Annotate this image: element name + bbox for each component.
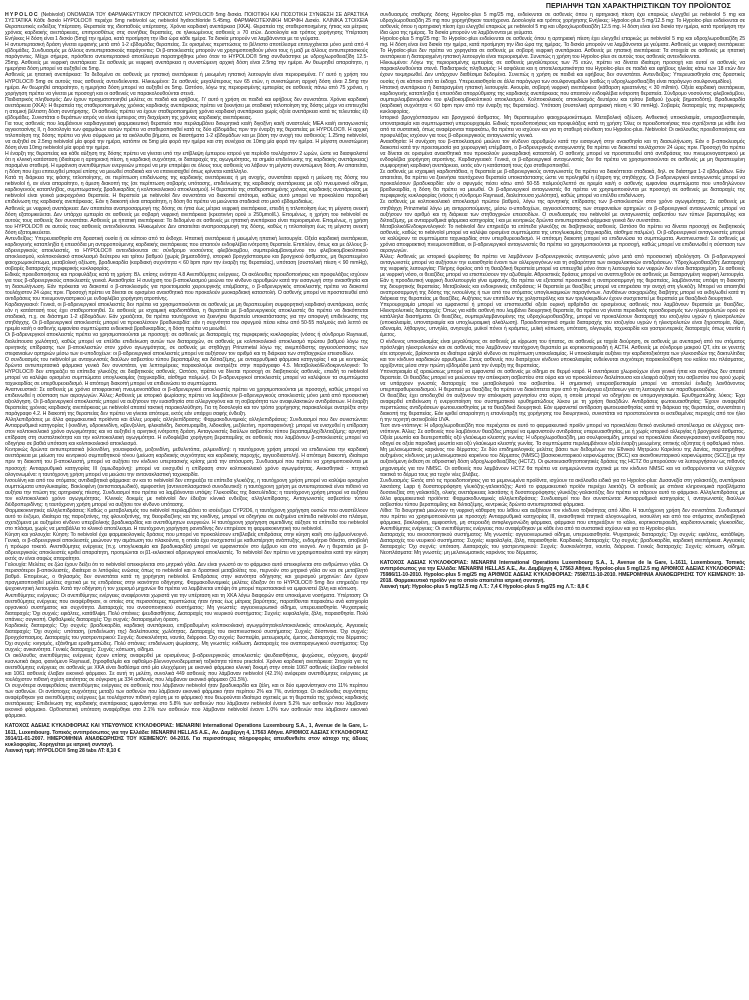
brand-name: HYPOLOC [5,12,39,18]
right-body-text: Ο κίνδυνος υποκαλιαιμίας είναι μεγαλύτερος σε ασθενείς με κίρρωση του ήπατος, σε ασθενείς με ταχεία διούρηση, σε ασθενείς με ανεπαρκή από του στόματος πρόσληψη ηλεκτρολυτών και σε ασθενείς που λαμβάνουν ταυτόχρονη θεραπεία με κορτικοστεροειδή ή ACTH. Ασθενείς με σύνδρομο μακρού QT, είτε εκ γενετής είτε ιατρογενές, βρίσκονται σε ιδιαίτερα υψηλό κίνδυνο σε περίπτωση υποκαλιαιμίας. Η υποκαλιαιμία αυξάνει την καρδιοτοξικότητα των γλυκοσιδών της δακτυλίτιδας και τον κίνδυνο καρδιακών αρρυθμιών. Στους ασθενείς που διατρέχουν κίνδυνο υποκαλιαιμίας ενδείκνυται συχνότερη παρακολούθηση του καλίου του πλάσματος, αρχίζοντας μέσα στην πρώτη εβδομάδα μετά την έναρξη της θεραπείας. [380,338,745,369]
left-column [5,12,368,992]
right-license-holder: ΚΑΤΟΧΟΣ ΑΔΕΙΑΣ ΚΥΚΛΟΦΟΡΙΑΣ: MENARINI International Operations Luxembourg S.A., 1, Avenue de la Gare, L-1611, Luxembourg. Τοπικός αντιπρόσωπος για την Ελλάδα: MENARINI HELLAS A.E., Αν. Δαμβέργη 4, 17563 Αθήνα. Hypoloc-plus 5 mg/12.5 mg ΑΡΙΘΜΟΣ ΑΔΕΙΑΣ ΚΥΚΛΟΦΟΡΙΑΣ: 75986/11-10-2010. Hypoloc-plus 5 mg/25 mg ΑΡΙΘΜΟΣ ΑΔΕΙΑΣ ΚΥΚΛΟΦΟΡΙΑΣ: 75987/11-10-2010. ΗΜΕΡΟΜΗΝΙΑ ΑΝΑΘΕΩΡΗΣΗΣ ΤΟΥ ΚΕΙΜΕΝΟΥ: 10-2018. Φαρμακευτικό προϊόν για το οποίο απαιτείται ιατρική συνταγή. [380,560,745,585]
left-intro-text: (Nebivolol) ΟΝΟΜΑΣΙΑ ΤΟΥ ΦΑΡΜΑΚΕΥΤΙΚΟΥ ΠΡΟΪΟΝΤΟΣ HYPOLOC® 5mg δισκία. ΠΟΙΟΤΙΚΗ ΚΑΙ ΠΟΣΟΤΙΚΗ ΣΥΝΘΕΣΗ ΣΕ ΔΡΑΣΤΙΚΑ ΣΥΣΤΑΤΙΚΑ Κάθε δισκίο HYPOLOC® περιέχει 5mg nebivolol ως nebivolol hydrochloride 5.45mg. ΦΑΡΜΑΚΟΤΕΧΝΙΚΗ ΜΟΡΦΗ Δισκίο. ΚΛΙΝΙΚΑ ΣΤΟΙΧΕΙΑ Θεραπευτικές ενδείξεις Υπέρταση. Θεραπεία της ιδιοπαθούς υπέρτασης. Χρόνια καρδιακή ανεπάρκεια (ΧΚΑ). Θεραπεία της σταθεροποιημένης ήπιας και μέτριας χρόνιας καρδιακής ανεπάρκειας, επιπροσθέτως στις συνήθεις θεραπείες, σε ηλικιωμένους ασθενείς ≥ 70 ετών. Δοσολογία και τρόπος χορήγησης Υπέρταση Ενήλικες Η δόση είναι 1 δισκίο (5mg) την ημέρα, κατά προτίμηση την ίδια ώρα κάθε ημέρα. Τα δισκία μπορούν να λαμβάνονται με τα γεύματα. [5,12,368,43]
right-body-text: Διαταραχές του ανοσοποιητικού συστήματος: Μη γνωστές: αγγειονευρωτικό οίδημα, υπερευαισθησία. Ψυχιατρικές διαταραχές: Όχι συχνές: εφιάλτες, κατάθλιψη. Διαταραχές του νευρικού συστήματος: Συχνές: κεφαλαλγία, ζάλη, παραισθησία. Καρδιακές διαταραχές: Όχι συχνές: βραδυκαρδία, καρδιακή ανεπάρκεια. Αγγειακές διαταραχές: Όχι συχνές: υπόταση. Διαταραχές του γαστρεντερικού: Συχνές: δυσκοιλιότητα, ναυτία, διάρροια. Γενικές διαταραχές: Συχνές: κόπωση, οίδημα. Νεοπλάσματα: Μη γνωστές: μη μελανωματικός καρκίνος του δέρματος. [380,532,745,557]
right-body-text: Σε ασθενείς με κολποκοιλιακό αποκλεισμό πρώτου βαθμού, λόγω της αρνητικής επίδρασης των β-αποκλειστών στον χρόνο αγωγιμότητας. Σε ασθενείς με στηθάγχη Prinzmetal λόγω μη αντιρροπούμενης, μέσω α-υποδοχέων, αγγειοσύσπασης των στεφανιαίων αρτηριών: οι β-αδρενεργικοί ανταγωνιστές μπορεί να αυξήσουν τον αριθμό και τη διάρκεια των στηθαγχικών επεισοδίων. Ο συνδυασμός του nebivolol με ανταγωνιστές ασβεστίου των τύπων βεραπαμίλης και διλτιαζέμης, με αντιαρρυθμικά φάρμακα κατηγορίας Ι και με κεντρικώς δρώντα αντιυπερτασικά φάρμακα γενικά δεν συνιστάται. [380,199,745,224]
right-body-text: Μη μελανωματικός καρκίνος του δέρματος: Σε δύο επιδημιολογικές μελέτες βάσει των δεδομένων του Εθνικού Μητρώου Καρκίνου της Δανίας, παρατηρήθηκε αυξημένος κίνδυνος μη μελανωματικού καρκίνου του δέρματος (NMSC) [βασικοκυτταρικού καρκινώματος (BCC) και ακανθοκυτταρικού καρκινώματος (SCC)] με την αυξανόμενη έκθεση σε αθροιστική δόση υδροχλωροθειαζίδης (HCTZ). Οι φωτοευαισθητοποιητικές δράσεις της HCTZ θα μπορούσαν να λειτουργήσουν ως πιθανός μηχανισμός για τον NMSC. Οι ασθενείς που λαμβάνουν HCTZ θα πρέπει να ενημερώνονται σχετικά με τον κίνδυνο NMSC και να ενθαρρύνονται να ελέγχουν τακτικά το δέρμα τους για τυχόν νέες βλάβες. [380,447,745,478]
left-body-text: Η αντιυπερτασική δράση γίνεται εμφανής μετά από 1-2 εβδομάδες θεραπείας. Σε ορισμένες περιπτώσεις το βέλτιστο αποτέλεσμα επιτυγχάνεται μόνο μετά από 4 εβδομάδες. Συνδυασμός με άλλους αντιυπερτασικούς παράγοντες: Οι β-αποκλειστές μπορούν να χρησιμοποιηθούν μόνοι τους ή μαζί με άλλους αντιυπερτασικούς παράγοντες. Μέχρι σήμερα, πρόσθετο αντιυπερτασικό αποτέλεσμα παρατηρήθηκε μόνο όταν το HYPOLOC® 5mg συνδυάστηκε με υδροχλωροθειαζίδη 12.5-25mg. Ασθενείς με νεφρική ανεπάρκεια: Σε ασθενείς με νεφρική ανεπάρκεια η συνιστώμενη αρχική δόση είναι 2.5mg την ημέρα. Αν θεωρηθεί απαραίτητο, η ημερήσια δόση μπορεί να αυξηθεί σε 5mg. [5,42,368,73]
left-body-text: Οι β-αδρενεργικοί αποκλειστές πρέπει να χρησιμοποιούνται με προσοχή: σε ασθενείς με διαταραχές της περιφερικής κυκλοφορίας (νόσος ή σύνδρομο Raynaud, διαλείπουσα χωλότητα), καθώς μπορεί να επέλθει επιδείνωση αυτών των διαταραχών, σε ασθενείς με κολποκοιλιακό αποκλεισμό πρώτου βαθμού λόγω της αρνητικής επίδρασης των β-αποκλειστών στον χρόνο αγωγιμότητας, σε ασθενείς με στηθάγχη Prinzmetal λόγω της ανεμπόδιστης αγγειοσύσπασης των στεφανιαίων αρτηριών μέσω των α-υποδοχέων: οι β-αδρενεργικοί αποκλειστές μπορεί να αυξήσουν τον αριθμό και τη διάρκεια των στηθαγχικών επεισοδίων. [5,332,368,357]
right-column [380,12,745,992]
left-license-holder: ΚΑΤΟΧΟΣ ΑΔΕΙΑΣ ΚΥΚΛΟΦΟΡΙΑΣ ΚΑΙ ΥΠΕΥΘΥΝΟΣ ΚΥΚΛΟΦΟΡΙΑΣ: MENARINI International Operations Luxembourg S.A., 1, Avenue de la Gare, L-1611, Luxembourg. Τοπικός αντιπρόσωπος για την Ελλάδα: MENARINI HELLAS A.E., Αν. Δαμβέργη 4, 17563 Αθήνα. ΑΡΙΘΜΟΣ ΑΔΕΙΑΣ ΚΥΚΛΟΦΟΡΙΑΣ 3914/11-01-2007. ΗΜΕΡΟΜΗΝΙΑ ΑΝΑΘΕΩΡΗΣΗΣ ΤΟΥ ΚΕΙΜΕΝΟΥ: 04-2016. Για περισσότερες πληροφορίες απευθυνθείτε στον κάτοχο της άδειας κυκλοφορίας. Χορηγείται με ιατρική συνταγή. [5,723,368,748]
right-body-text: Υπερουριχαιμία μπορεί να εμφανιστεί ή μπορεί να επισπευσθεί οξεία ουρική αρθρίτιδα σε ορισμένους ασθενείς που λαμβάνουν θεραπεία με θειαζίδες. Ηλεκτρολυτικές διαταραχές: Όπως για κάθε ασθενή που λαμβάνει διουρητική θεραπεία, θα πρέπει να γίνεται περιοδικός προσδιορισμός των ηλεκτρολυτών ορού σε κατάλληλα διαστήματα. Οι θειαζίδες, συμπεριλαμβανομένης της υδροχλωροθειαζίδης, μπορεί να προκαλέσουν διαταραχή του ισοζυγίου υγρών ή ηλεκτρολυτών (υποκαλιαιμία, υπονατριαιμία και υποχλωραιμική αλκάλωση). Προειδοποιητικά σημεία διαταραχής του ισοζυγίου υγρών ή ηλεκτρολυτών είναι ξηροστομία, δίψα, αδυναμία, λήθαργος, υπνηλία, ανησυχία, μυϊκοί πόνοι ή κράμπες, μυϊκή κόπωση, υπόταση, ολιγουρία, ταχυκαρδία και γαστρεντερικές διαταραχές όπως ναυτία ή έμετος. [380,302,745,339]
left-body-text: Κεντρικώς δρώντα αντιυπερτασικά (κλονιδίνη, γουανφακίνη, μοξονιδίνη, μεθυλντόπα, ριλμενιδίνη): η ταυτόχρονη χρήση μπορεί να επιδεινώσει την καρδιακή ανεπάρκεια με μείωση του κεντρικού συμπαθητικού τόνου (μείωση καρδιακής συχνότητας και καρδιακής παροχής, αγγειοδιαστολή). Η απότομη διακοπή, ιδιαίτερα πριν τη διακοπή του β-αποκλειστή, μπορεί να αυξήσει τον κίνδυνο υπερτασικής κρίσης μετά την απόσυρση. Συνδυασμοί που πρέπει να χρησιμοποιούνται με προσοχή: Αντιαρρυθμικά κατηγορίας ΙΙΙ (αμιωδαρόνη): μπορεί να ενισχυθεί η επίδραση στον κολποκοιλιακό χρόνο αγωγιμότητας. Αναισθητικά - πτητικά αλογονωμένα: η ταυτόχρονη χρήση μπορεί να μειώσει την αντανακλαστική ταχυκαρδία. [5,447,368,478]
left-body-text: Ασθενείς με νεφρική ανεπάρκεια: Δεν απαιτείται αναπροσαρμογή της δόσης σε ήπια έως μέτρια νεφρική ανεπάρκεια, επειδή η τιτλοποίηση έως τη μέγιστη ανεκτή δόση εξατομικεύεται. Δεν υπάρχει εμπειρία σε ασθενείς με σοβαρή νεφρική ανεπάρκεια (κρεατινίνη ορού ≥ 250μmol/L). Επομένως, η χρήση του nebivolol σε αυτούς τους ασθενείς δεν συνιστάται. Ασθενείς με ηπατική ανεπάρκεια: Τα δεδομένα σε ασθενείς με ηπατική ανεπάρκεια είναι περιορισμένα. Επομένως, η χρήση του HYPOLOC® σε αυτούς τους ασθενείς αντενδείκνυται. Ηλικιωμένοι: Δεν απαιτείται αναπροσαρμογή της δόσης, καθώς η τιτλοποίηση έως τη μέγιστη ανεκτή δόση εξατομικεύεται. [5,205,368,236]
left-body-text: Ειδικές προειδοποιήσεις και προφυλάξεις κατά τη χρήση: Βλ. επίσης ενότητα 4.8 Ανεπιθύμητες ενέργειες. Οι ακόλουθες προειδοποιήσεις και προφυλάξεις ισχύουν για τους β-αδρενεργικούς αποκλειστές γενικά. Αναισθησία: Η συνέχιση του β-αποκλεισμού μειώνει τον κίνδυνο αρρυθμιών κατά την εισαγωγή στην αναισθησία και τη διασωλήνωση. Εάν πρόκειται να διακοπεί ο β-αποκλεισμός για προετοιμασία χειρουργικής επέμβασης, ο β-αδρενεργικός αποκλειστής πρέπει να διακοπεί τουλάχιστον 24 ώρες πριν. Προσοχή πρέπει να δίνεται σε ορισμένα αναισθητικά που προκαλούν μυοκαρδιακή καταστολή. Ο ασθενής μπορεί να προστατευθεί από αντιδράσεις του πνευμονογαστρικού με ενδοφλέβια χορήγηση ατροπίνης. [5,272,368,303]
right-body-text: Αναισθησία: Η συνέχιση του β-αποκλεισμού μειώνει τον κίνδυνο αρρυθμιών κατά την εισαγωγή στην αναισθησία και τη διασωλήνωση. Εάν ο β-αποκλεισμός διακοπεί κατά την προετοιμασία για χειρουργική επέμβαση, ο β-αδρενεργικός ανταγωνιστής θα πρέπει να διακοπεί τουλάχιστον 24 ώρες πριν. Προσοχή θα πρέπει να δίνεται σε ορισμένα αναισθητικά που προκαλούν μυοκαρδιακή καταστολή. Ο ασθενής μπορεί να προστατευθεί από αντιδράσεις του πνευμονογαστρικού με ενδοφλέβια χορήγηση ατροπίνης. Καρδιαγγειακό: Γενικά, οι β-αδρενεργικοί ανταγωνιστές δεν θα πρέπει να χρησιμοποιούνται σε ασθενείς με μη θεραπευμένη συμφορητική καρδιακή ανεπάρκεια, εκτός εάν η κατάστασή τους έχει σταθεροποιηθεί. [380,138,745,170]
left-body-text: Οι ακόλουθες ανεπιθύμητες ενέργειες έχουν επίσης αναφερθεί με ορισμένους β-αδρενεργικούς αποκλειστές: ψευδαισθήσεις, ψυχώσεις, σύγχυση, ψυχρά/κυανωτικά άκρα, φαινόμενο Raynaud, ξηροφθαλμία και οφθαλμο-βλεννογονοδερματική τοξικότητα τύπου practolol. Χρόνια καρδιακή ανεπάρκεια: Στοιχεία για τις ανεπιθύμητες ενέργειες σε ασθενείς με ΧΚΑ είναι διαθέσιμα από μία ελεγχόμενη με εικονικό φάρμακο κλινική δοκιμή στην οποία 1067 ασθενείς έλαβαν nebivolol και 1061 ασθενείς έλαβαν εικονικό φάρμακο. Σε αυτή τη μελέτη, συνολικά 449 ασθενείς που λάμβαναν nebivolol (42.1%) ανέφεραν ανεπιθύμητες ενέργειες με τουλάχιστον πιθανή σχέση αιτιότητας σε σύγκριση με 334 ασθενείς που λάμβαναν εικονικό φάρμακο (31.5%). [5,652,368,684]
left-body-text: Ο συνδυασμός του nebivolol με ανταγωνιστές διαύλων ασβεστίου τύπου βεραπαμίλης και διλτιαζέμης, με αντιαρρυθμικά φάρμακα κατηγορίας Ι και με κεντρικώς δρώντα αντιυπερτασικά φάρμακα γενικά δεν συνιστάται, για λεπτομέρειες παρακαλούμε ανατρέξτε στην παράγραφο 4.5. Μεταβολικό/Ενδοκρινολογικό: Το HYPOLOC® δεν επηρεάζει τα επίπεδα γλυκόζης σε διαβητικούς ασθενείς. Ωστόσο, πρέπει να δίνεται προσοχή σε διαβητικούς ασθενείς, επειδή το nebivolol μπορεί να καλύψει ορισμένα συμπτώματα υπογλυκαιμίας (ταχυκαρδία, αίσθημα παλμών). Οι β-αδρενεργικοί αποκλειστές μπορεί να καλύψουν τα συμπτώματα ταχυκαρδίας σε υπερθυρεοειδισμό. Η απότομη διακοπή μπορεί να επιδεινώσει τα συμπτώματα. [5,356,368,387]
left-retail-price: Λιανική τιμή: HYPOLOC® 5mg 28 tabs ΛΤ: 8,10 € [5,747,121,754]
right-body-text: Μεταβολικό/Ενδοκρινολογικό: Το nebivolol δεν επηρεάζει τα επίπεδα γλυκόζης σε διαβητικούς ασθενείς. Ωστόσο θα πρέπει να δίνεται προσοχή σε διαβητικούς ασθενείς, καθώς το nebivolol μπορεί να καλύψει ορισμένα συμπτώματα της υπογλυκαιμίας (ταχυκαρδία, αίσθημα παλμών). Οι β-αδρενεργικοί ανταγωνιστές μπορεί να καλύψουν τα συμπτώματα ταχυκαρδίας στον υπερθυρεοειδισμό. Η απότομη διακοπή μπορεί να επιδεινώσει τα συμπτώματα. Αναπνευστικό: Σε ασθενείς με χρόνια αποφρακτική πνευμονοπάθεια, οι β-αδρενεργικοί ανταγωνιστές θα πρέπει να χρησιμοποιούνται με προσοχή, καθώς μπορεί να επιδεινωθεί η σύσπαση των αεραγωγών. [380,223,745,254]
right-body-text: Οι θειαζίδες έχει αποδειχθεί ότι αυξάνουν την απέκκριση μαγνησίου στα ούρα, η οποία μπορεί να οδηγήσει σε υπομαγνησιαιμία. Ερυθηματώδης λύκος: Έχει αναφερθεί επιδείνωση ή ενεργοποίηση του συστηματικού ερυθηματώδους λύκου με τη χρήση θειαζιδών. Αντιδράσεις φωτοευαισθησίας: Έχουν αναφερθεί περιπτώσεις αντιδράσεων φωτοευαισθησίας με τα θειαζιδικά διουρητικά. Εάν εμφανιστεί αντίδραση φωτοευαισθησίας κατά τη διάρκεια της θεραπείας, συνιστάται η διακοπή της θεραπείας. Εάν κριθεί απαραίτητη η επανέναρξη της χορήγησης του διουρητικού, συνιστάται να προστατεύονται οι εκτεθειμένες περιοχές από τον ήλιο ή την τεχνητή ακτινοβολία UVA. [380,392,745,424]
right-body-text: Συνδυασμός: Εκτός από τις προειδοποιήσεις για τα μεμονωμένα προϊόντα, ισχύουν τα ακόλουθα ειδικά για το Hypoloc-plus: Δυσανεξία στη γαλακτόζη, ανεπάρκεια λακτάσης Lapp ή δυσαπορρόφηση γλυκόζης-γαλακτόζης: Αυτό το φαρμακευτικό προϊόν περιέχει λακτόζη. Οι ασθενείς με σπάνια κληρονομικά προβλήματα δυσανεξίας στη γαλακτόζη, ολικής ανεπάρκειας λακτάσης ή δυσαπορρόφησης γλυκόζης-γαλακτόζης δεν πρέπει να πάρουν αυτό το φάρμακο. Αλληλεπιδράσεις με άλλα φαρμακευτικά προϊόντα: Φαρμακοδυναμικές αλληλεπιδράσεις: Συνδυασμοί που δεν συνιστώνται: Αντιαρρυθμικά κατηγορίας Ι, ανταγωνιστές διαύλων ασβεστίου τύπου βεραπαμίλης και διλτιαζέμης, κεντρικώς δρώντα αντιυπερτασικά φάρμακα. [380,477,745,508]
left-body-text: Αλληλεπιδράσεις με άλλα φαρμακευτικά προϊόντα και άλλες μορφές αλληλεπίδρασης: Φαρμακοδυναμικές αλληλεπιδράσεις: Συνδυασμοί που δεν συνιστώνται: Αντιαρρυθμικά κατηγορίας Ι (κινιδίνη, υδροκινιδίνη, κιβενζολίνη, φλεκαϊνίδη, δισοπυραμίδη, λιδοκαΐνη, μεξιλετίνη, προπαφαινόνη): μπορεί να ενισχυθεί η επίδραση στον κολποκοιλιακό χρόνο αγωγιμότητας και να αυξηθεί η αρνητική ινότροπη δράση. Ανταγωνιστές διαύλων ασβεστίου τύπου βεραπαμίλης/διλτιαζέμης: αρνητική επίδραση στη συσταλτικότητα και την κολποκοιλιακή αγωγιμότητα. Η ενδοφλέβια χορήγηση βεραπαμίλης σε ασθενείς που λαμβάνουν β-αποκλειστές μπορεί να οδηγήσει σε βαθιά υπόταση και κολποκοιλιακό αποκλεισμό. [5,417,368,448]
left-body-text: Ινσουλίνη και από του στόματος αντιδιαβητικά φάρμακα: αν και το nebivolol δεν επηρεάζει τα επίπεδα γλυκόζης, η ταυτόχρονη χρήση μπορεί να καλύψει ορισμένα συμπτώματα υπογλυκαιμίας. Βακλοφένη (αντισπασμωδικό), αμιφοστίνη (αντινεοπλασματικό συνοδευτικό): η ταυτόχρονη χρήση με αντιυπερτασικά είναι πιθανό να αυξήσει την πτώση της αρτηριακής πίεσης. Συνδυασμοί που πρέπει να λαμβάνονται υπόψη: Γλυκοσίδες της δακτυλίτιδας: η ταυτόχρονη χρήση μπορεί να αυξήσει τον κολποκοιλιακό χρόνο αγωγιμότητας. Κλινικές δοκιμές με nebivolol δεν έδειξαν κλινικά ενδείξεις αλληλεπίδρασης. Ανταγωνιστές ασβεστίου τύπου διϋδροπυριδίνης: η ταυτόχρονη χρήση μπορεί να αυξήσει τον κίνδυνο υπότασης. [5,477,368,508]
right-body-text: Εάν η προοδευτική νεφρική δυσλειτουργία γίνει εμφανής, θα πρέπει να εξεταστεί προσεκτικά η αναπροσαρμογή της θεραπείας, λαμβάνοντας υπόψη τη διακοπή της διουρητικής θεραπείας. Μεταβολικές και ενδοκρινικές επιδράσεις: Η θεραπεία με θειαζίδες μπορεί να επηρεάσει την ανοχή στη γλυκόζη. Μπορεί να απαιτηθεί αναπροσαρμογή της δόσης της ινσουλίνης ή των από του στόματος υπογλυκαιμικών παραγόντων. Λανθάνων σακχαρώδης διαβήτης μπορεί να εκδηλωθεί κατά τη διάρκεια της θεραπείας με θειαζίδες. Αυξήσεις των επιπέδων της χοληστερόλης και των τριγλυκεριδίων έχουν συσχετιστεί με θεραπεία με θειαζιδικά διουρητικά. [380,278,745,303]
left-body-text: Αναπνευστικό: Σε ασθενείς με χρόνια αποφρακτική πνευμονοπάθεια οι β-αδρενεργικοί αποκλειστές πρέπει να χρησιμοποιούνται με προσοχή, καθώς μπορεί να επιδεινωθεί η σύσπαση των αεραγωγών. Άλλες: Ασθενείς με ιστορικό ψωρίασης πρέπει να λαμβάνουν β-αδρενεργικούς αποκλειστές μόνο μετά από προσεκτική αξιολόγηση. Οι β-αδρενεργικοί αποκλειστές μπορεί να αυξήσουν την ευαισθησία στα αλλεργιογόνα και τη σοβαρότητα των αναφυλακτικών αντιδράσεων. Η έναρξη θεραπείας χρόνιας καρδιακής ανεπάρκειας με nebivolol απαιτεί τακτική παρακολούθηση. Για τη δοσολογία και τον τρόπο χορήγησης παρακαλούμε ανατρέξτε στην παράγραφο 4.2. Η διακοπή της θεραπείας δεν πρέπει να γίνεται απότομα, εκτός εάν υπάρχει σαφής ένδειξη. [5,386,368,418]
left-body-text: Φαρμακοκινητικές αλληλεπιδράσεις: Καθώς ο μεταβολισμός του nebivolol περιλαμβάνει το ισοένζυμο CYP2D6, η ταυτόχρονη χορήγηση ουσιών που αναστέλλουν αυτό το ένζυμο, ιδιαίτερα της παροξετίνης, της φλουοξετίνης, της θειοριδαζίνης και της κινιδίνης, μπορεί να οδηγήσει σε αυξημένα επίπεδα nebivolol στο πλάσμα, σχετιζόμενα με αυξημένο κίνδυνο υπερβολικής βραδυκαρδίας και ανεπιθύμητων ενεργειών. Η ταυτόχρονη χορήγηση σιμετιδίνης αύξησε τα επίπεδα του nebivolol στο πλάσμα, χωρίς να μεταβάλλει το κλινικό αποτέλεσμα. Η ταυτόχρονη χορήγηση ρανιτιδίνης δεν επηρέασε τη φαρμακοκινητική του nebivolol. [5,507,368,532]
right-body-text: Υπονατριαιμία εξ αραιώσεως μπορεί να εμφανιστεί σε ασθενείς με οίδημα σε θερμό καιρό. Η ανεπάρκεια χλωριούχων είναι γενικά ήπια και συνήθως δεν απαιτεί θεραπεία. Οι θειαζίδες μπορεί να μειώσουν την απέκκριση ασβεστίου στα ούρα και να προκαλέσουν διαλείπουσα και ελαφρά αύξηση του ασβεστίου του ορού χωρίς να υπάρχουν γνωστές διαταραχές του μεταβολισμού του ασβεστίου. Η σημαντική υπερασβεστιαιμία μπορεί να αποτελεί ένδειξη λανθάνοντος υπερπαραθυρεοειδισμού. Η θεραπεία με θειαζίδες θα πρέπει να διακόπτεται πριν από τη διενέργεια εξετάσεων για τη λειτουργία των παραθυρεοειδών. [380,368,745,393]
left-body-text: Οι συχνότερα αναφερθείσες ανεπιθύμητες ενέργειες σε ασθενείς που λάμβαναν nebivolol ήταν βραδυκαρδία και ζάλη, και οι δύο εμφανίστηκαν στο 11% περίπου των ασθενών. Οι αντίστοιχες συχνότητες μεταξύ των ασθενών που λάμβαναν εικονικό φάρμακο ήταν περίπου 2% και 7%, αντίστοιχα. Οι ακόλουθες συχνότητες αναφέρθηκαν για ανεπιθύμητες ενέργειες (με τουλάχιστον πιθανή σχέση με το φάρμακο) που θεωρούνται ιδιαίτερα σχετικές με τη θεραπεία της χρόνιας καρδιακής ανεπάρκειας: Επιδείνωση της καρδιακής ανεπάρκειας εμφανίστηκε στο 5.8% των ασθενών που λάμβαναν nebivolol έναντι 5.2% των ασθενών που λάμβαναν εικονικό φάρμακο. Ορθοστατική υπόταση αναφέρθηκε στο 2.1% των ασθενών που λάμβαναν nebivolol έναντι 1.0% των ασθενών που λάμβαναν εικονικό φάρμακο. [5,683,368,720]
left-intro-paragraph [5,12,368,42]
right-body-text: Άλλες: Ασθενείς με ιστορικό ψωρίασης θα πρέπει να λαμβάνουν β-αδρενεργικούς ανταγωνιστές μόνο μετά από προσεκτική αξιολόγηση. Οι β-αδρενεργικοί ανταγωνιστές μπορεί να αυξήσουν την ευαισθησία έναντι των αλλεργιογόνων και τη σοβαρότητα των αναφυλακτικών αντιδράσεων. Υδροχλωροθειαζίδη: Διαταραχή της νεφρικής λειτουργίας: Πλήρης όφελος από τη θειαζιδική θεραπεία μπορεί να επιτευχθεί μόνο όταν η λειτουργία των νεφρών δεν είναι διαταραγμένη. Σε ασθενείς με νεφρική νόσο, οι θειαζίδες μπορεί να επισπεύσουν την αζωθαιμία. Αθροιστικές δράσεις μπορεί να αναπτυχθούν σε ασθενείς με διαταραγμένη νεφρική λειτουργία. [380,253,745,279]
left-body-text: Η έναρξη της θεραπείας και κάθε αύξηση της δόσης πρέπει να γίνεται υπό την επίβλεψη έμπειρου ιατρού για περίοδο τουλάχιστον 2 ωρών, ώστε να διασφαλιστεί ότι η κλινική κατάσταση (ιδιαίτερα η αρτηριακή πίεση, η καρδιακή συχνότητα, οι διαταραχές της αγωγιμότητας, τα σημεία επιδείνωσης της καρδιακής ανεπάρκειας) παραμένει σταθερή. Η εμφάνιση ανεπιθύμητων ενεργειών μπορεί να μην επιτρέψει σε όλους τους ασθενείς να λάβουν τη μέγιστη συνιστώμενη δόση. Αν απαιτείται, η δόση που έχει επιτευχθεί μπορεί επίσης να μειωθεί σταδιακά και να επανεισαχθεί όπως κρίνεται κατάλληλο. [5,151,368,176]
left-body-text: Καρδιαγγειακό: Γενικά, οι β-αδρενεργικοί αποκλειστές δεν πρέπει να χρησιμοποιούνται σε ασθενείς με μη θεραπευμένη συμφορητική καρδιακή ανεπάρκεια, εκτός εάν η κατάστασή τους έχει σταθεροποιηθεί. Σε ασθενείς με ισχαιμική καρδιοπάθεια, η θεραπεία με β-αδρενεργικούς αποκλειστές θα πρέπει να διακόπτεται σταδιακά, π.χ. σε διάστημα 1-2 εβδομάδων. Εάν χρειάζεται, θα πρέπει ταυτόχρονα να ξεκινήσει θεραπεία υποκατάστασης για την αποφυγή επιδείνωσης της στηθάγχης. Οι β-αδρενεργικοί αποκλειστές μπορεί να προκαλέσουν βραδυκαρδία: εάν η συχνότητα του σφυγμού πέσει κάτω από 50-55 παλμούς ανά λεπτό σε ηρεμία και/ή ο ασθενής εμφανίσει συμπτώματα ενδεικτικά βραδυκαρδίας, η δόση πρέπει να μειωθεί. [5,302,368,333]
right-body-text: Τεστ αντι-ντόπινγκ: Η υδροχλωροθειαζίδη που περιέχεται σε αυτό το φαρμακευτικό προϊόν μπορεί να προκαλέσει θετικό αναλυτικό αποτέλεσμα σε ελέγχους αντι-ντόπινγκ. Άλλες: Σε ασθενείς που λαμβάνουν θειαζίδες μπορεί να εμφανιστούν αντιδράσεις υπερευαισθησίας, με ή χωρίς ιστορικό αλλεργίας ή βρογχικού άσθματος. Οξεία μυωπία και δευτεροπαθές οξύ γλαύκωμα κλειστής γωνίας: Η υδροχλωροθειαζίδη, μια σουλφοναμίδη, μπορεί να προκαλέσει ιδιοσυγκρασιακή αντίδραση που οδηγεί σε οξεία παροδική μυωπία και οξύ γλαύκωμα κλειστής γωνίας. Τα συμπτώματα περιλαμβάνουν οξεία έναρξη μειωμένης οπτικής οξύτητας ή οφθαλμικό πόνο. [380,423,745,448]
left-body-text: Κύηση και γαλουχία: Κύηση: Το nebivolol έχει φαρμακολογικές δράσεις που μπορεί να προκαλέσουν επιβλαβείς επιδράσεις στην κύηση και/ή στο έμβρυο/νεογνό. Γενικά, οι β-αδρενεργικοί αποκλειστές μειώνουν την αιμάτωση του πλακούντα, η οποία έχει συσχετιστεί με καθυστέρηση ανάπτυξης, ενδομήτριο θάνατο, αποβολή ή πρόωρο τοκετό. Ανεπιθύμητες ενέργειες (π.χ. υπογλυκαιμία και βραδυκαρδία) μπορεί να εμφανιστούν στο έμβρυο και στο νεογνό. Αν η θεραπεία με β-αδρενεργικούς αποκλειστές κριθεί απαραίτητη, προτιμώνται οι β1-εκλεκτικοί αδρενεργικοί αποκλειστές. Το nebivolol δεν πρέπει να χρησιμοποιείται κατά την κύηση εκτός αν είναι σαφώς απαραίτητο. [5,532,368,563]
left-body-text: Παιδιατρικός πληθυσμός: Δεν έχουν πραγματοποιηθεί μελέτες σε παιδιά και εφήβους. Γι' αυτό η χρήση σε παιδιά και εφήβους δεν συνιστάται. Χρόνια καρδιακή ανεπάρκεια (ΧΚΑ): Η θεραπεία της σταθεροποιημένης χρόνιας καρδιακής ανεπάρκειας πρέπει να ξεκινήσει με σταδιακή τιτλοποίηση της δόσης μέχρι να επιτευχθεί η ατομική βέλτιστη δόση συντήρησης. Οι ασθενείς πρέπει να έχουν σταθεροποιημένη χρόνια καρδιακή ανεπάρκεια χωρίς οξεία ανεπάρκεια κατά τις τελευταίες έξι εβδομάδες. Συνιστάται ο θεράπων ιατρός να είναι έμπειρος στη διαχείριση της χρόνιας καρδιακής ανεπάρκειας. [5,96,368,121]
left-body-text: Για τους ασθενείς που λαμβάνουν καρδιαγγειακή φαρμακευτική θεραπεία που περιλαμβάνει διουρητικά και/ή διγοξίνη και/ή αναστολείς ΜΕΑ και/ή ανταγωνιστές αγγειοτασίνης ΙΙ, η δοσολογία των φαρμάκων αυτών πρέπει να σταθεροποιηθεί κατά τις δύο εβδομάδες πριν την έναρξη της θεραπείας με HYPOLOC®. Η αρχική τιτλοποίηση της δόσης πρέπει να γίνει σύμφωνα με τα ακόλουθα βήματα, σε διαστήματα 1-2 εβδομάδων και με βάση την ανοχή του ασθενούς: 1.25mg nebivolol, να αυξηθεί σε 2.5mg nebivolol μία φορά την ημέρα, κατόπιν σε 5mg μία φορά την ημέρα και στη συνέχεια σε 10mg μία φορά την ημέρα. Η μέγιστη συνιστώμενη δόση είναι 10mg nebivolol μία φορά την ημέρα. [5,120,368,152]
right-body-text: Σε ασθενείς με ισχαιμική καρδιοπάθεια, η θεραπεία με β-αδρενεργικούς ανταγωνιστές θα πρέπει να διακόπτεται σταδιακά, δηλ. σε διάστημα 1-2 εβδομάδων. Εάν απαιτείται, θα πρέπει να ξεκινήσει ταυτόχρονα θεραπεία υποκατάστασης ώστε να προληφθεί η έξαρση της στηθάγχης. Οι β-αδρενεργικοί ανταγωνιστές μπορεί να προκαλέσουν βραδυκαρδία: εάν ο σφυγμός πέσει κάτω από 50-55 παλμούς/λεπτό σε ηρεμία και/ή ο ασθενής εμφανίσει συμπτώματα που υποδηλώνουν βραδυκαρδία, η δόση θα πρέπει να μειωθεί. Οι β-αδρενεργικοί ανταγωνιστές θα πρέπει να χρησιμοποιούνται με προσοχή σε ασθενείς με διαταραχές της περιφερικής κυκλοφορίας (νόσος ή σύνδρομο Raynaud, διαλείπουσα χωλότητα), καθώς μπορεί να επέλθει επιδείνωση. [380,169,745,200]
right-body-text: Hypoloc-plus 5 mg/25 mg: Το Hypoloc-plus ενδείκνυται σε ασθενείς όπου η αρτηριακή πίεση έχει ελεγχθεί επαρκώς με nebivolol 5 mg και υδροχλωροθειαζίδη 25 mg. Η δόση είναι ένα δισκίο την ημέρα, κατά προτίμηση την ίδια ώρα της ημέρας. Τα δισκία μπορούν να λαμβάνονται με γεύματα. Ασθενείς με νεφρική ανεπάρκεια: Το Hypoloc-plus δεν πρέπει να χορηγείται σε ασθενείς με σοβαρή νεφρική ανεπάρκεια. Ασθενείς με ηπατική ανεπάρκεια: Τα στοιχεία σε ασθενείς με ηπατική ανεπάρκεια ή διαταραγμένη ηπατική λειτουργία είναι περιορισμένα. Συνεπώς η χρήση του Hypoloc-plus σε αυτούς τους ασθενείς αντενδείκνυται. [380,36,745,61]
right-body-text: Ηλικιωμένοι: Λόγω της περιορισμένης εμπειρίας σε ασθενείς μεγαλύτερους των 75 ετών, πρέπει να δίνεται ιδιαίτερη προσοχή και αυτοί οι ασθενείς να παρακολουθούνται στενά. Παιδιατρικός πληθυσμός: Η ασφάλεια και η αποτελεσματικότητα του Hypoloc-plus σε παιδιά και εφήβους ηλικίας κάτω των 18 ετών δεν έχουν τεκμηριωθεί. Δεν υπάρχουν διαθέσιμα δεδομένα. Συνεπώς η χρήση σε παιδιά και εφήβους δεν συνιστάται. Αντενδείξεις: Υπερευαισθησία στις δραστικές ουσίες ή σε κάποιο από τα έκδοχα. Υπερευαισθησία σε άλλα παράγωγα των σουλφοναμιδίων (καθώς η υδροχλωροθειαζίδη είναι παράγωγο σουλφοναμιδίου). [380,60,745,85]
left-body-text: Ανεπιθύμητες ενέργειες: Οι ανεπιθύμητες ενέργειες αναφέρονται χωριστά για την υπέρταση και τη ΧΚΑ λόγω διαφορών στα υποκείμενα νοσήματα. Υπέρταση: Οι ανεπιθύμητες ενέργειες που αναφέρθηκαν, οι οποίες στις περισσότερες περιπτώσεις ήταν ήπιας έως μέτριας βαρύτητας, παρατίθενται παρακάτω ανά κατηγορία οργανικού συστήματος και συχνότητα. Διαταραχές του ανοσοποιητικού συστήματος: Μη γνωστές: αγγειονευρωτικό οίδημα, υπερευαισθησία. Ψυχιατρικές διαταραχές: Όχι συχνές: εφιάλτες, κατάθλιψη. Πολύ σπάνιες: ψευδαισθήσεις. Διαταραχές του νευρικού συστήματος: Συχνές: κεφαλαλγία, ζάλη, παραισθησία. Πολύ σπάνιες: συγκοπή. Οφθαλμικές διαταραχές: Όχι συχνές: διαταραγμένη όραση. [5,592,368,623]
page-title: ΠΕΡΙΛΗΨΗ ΤΩΝ ΧΑΡΑΚΤΗΡΙΣΤΙΚΩΝ ΤΟΥ ΠΡΟΪΟΝΤΟΣ [545,3,731,10]
right-body-text: Λίθιο: Τα διουρητικά μειώνουν τη νεφρική κάθαρση του λιθίου και αυξάνουν τον κίνδυνο τοξικότητας από λίθιο. Η ταυτόχρονη χρήση δεν συνιστάται. Συνδυασμοί που πρέπει να χρησιμοποιούνται με προσοχή: Αντιαρρυθμικά κατηγορίας ΙΙΙ, αναισθητικά πτητικά αλογονωμένα, ινσουλίνη και από του στόματος αντιδιαβητικά φάρμακα, βακλοφένη, αμιφοστίνη, μη στεροειδή αντιφλεγμονώδη φάρμακα, φάρμακα που επηρεάζουν το κάλιο, κορτικοστεροειδή, καρδιοτονωτικές γλυκοσίδες. Ανεπιθύμητες ενέργειες: Οι ανεπιθύμητες ενέργειες που αναφέρθηκαν με κάθε ένα από τα συστατικά ισχύουν και για το Hypoloc-plus. [380,507,745,532]
right-body-text: Ηπατική ανεπάρκεια ή διαταραγμένη ηπατική λειτουργία. Ανουρία, σοβαρή νεφρική ανεπάρκεια (κάθαρση κρεατινίνης < 30 ml/min). Οξεία καρδιακή ανεπάρκεια, καρδιογενής καταπληξία ή επεισόδια απορρύθμισης της καρδιακής ανεπάρκειας που απαιτούν ενδοφλέβια ινότροπη θεραπεία. Σύνδρομο νοσούντος φλεβοκόμβου, συμπεριλαμβανομένου του φλεβοκομβοκολπικού αποκλεισμού. Κολποκοιλιακός αποκλεισμός δευτέρου και τρίτου βαθμού (χωρίς βηματοδότη). Βραδυκαρδία (καρδιακή συχνότητα < 60 bpm πριν από την έναρξη της θεραπείας). Υπόταση (συστολική αρτηριακή πίεση < 90 mmHg). Σοβαρές διαταραχές της περιφερικής κυκλοφορίας. [380,84,745,115]
right-intro-text: συνδυασμός σταθερής δόσης Hypoloc-plus 5 mg/25 mg, ενδείκνυται σε ασθενείς όπου η αρτηριακή πίεση έχει επαρκώς ελεγχθεί με nebivolol 5 mg και υδροχλωροθειαζίδη 25 mg που χορηγήθηκαν ταυτόχρονα. Δοσολογία και τρόπος χορήγησης Ενήλικες: Hypoloc-plus 5 mg/12.5 mg: Το Hypoloc-plus ενδείκνυται σε ασθενείς όπου η αρτηριακή πίεση έχει ελεγχθεί επαρκώς με nebivolol 5 mg και υδροχλωροθειαζίδη 12.5 mg. Η δόση είναι ένα δισκίο την ημέρα, κατά προτίμηση την ίδια ώρα της ημέρας. Τα δισκία μπορούν να λαμβάνονται με γεύματα. [380,12,745,37]
left-body-text: Καρδιακές διαταραχές: Όχι συχνές: βραδυκαρδία, καρδιακή ανεπάρκεια, επιβραδυμένη κολποκοιλιακή αγωγιμότητα/κολποκοιλιακός αποκλεισμός. Αγγειακές διαταραχές: Όχι συχνές: υπόταση, (επιδείνωση της) διαλείπουσας χωλότητας. Διαταραχές του αναπνευστικού συστήματος: Συχνές: δύσπνοια. Όχι συχνές: βρογχόσπασμος. Διαταραχές του γαστρεντερικού: Συχνές: δυσκοιλιότητα, ναυτία, διάρροια. Όχι συχνές: δυσπεψία, μετεωρισμός, έμετος. Διαταραχές του δέρματος: Όχι συχνές: κνησμός, εξάνθημα ερυθηματώδες. Πολύ σπάνιες: επιδείνωση ψωρίασης. Μη γνωστές: κνίδωση. Διαταραχές του αναπαραγωγικού συστήματος: Όχι συχνές: ανικανότητα. Γενικές διαταραχές: Συχνές: κόπωση, οίδημα. [5,622,368,653]
right-body-text: Ιστορικό βρογχόσπασμου και βρογχικού άσθματος. Μη θεραπευμένο φαιοχρωμοκύττωμα. Μεταβολική οξέωση. Ανθεκτική υποκαλιαιμία, υπερασβεστιαιμία, υπονατριαιμία και συμπτωματική υπερουριχαιμία. Ειδικές προειδοποιήσεις και προφυλάξεις κατά τη χρήση: Όλες οι προειδοποιήσεις που σχετίζονται με κάθε ένα από τα συστατικά, όπως αναφέρονται παρακάτω, θα πρέπει να ισχύουν και για τη σταθερή σύνθεση του Hypoloc-plus. Nebivolol: Οι ακόλουθες προειδοποιήσεις και προφυλάξεις ισχύουν για τους β-αδρενεργικούς ανταγωνιστές γενικά. [380,114,745,139]
left-body-text: Γαλουχία: Μελέτες σε ζώα έχουν δείξει ότι το nebivolol απεκκρίνεται στο μητρικό γάλα. Δεν είναι γνωστό αν το φάρμακο αυτό απεκκρίνεται στο ανθρώπινο γάλα. Οι περισσότεροι β-αποκλειστές, ιδιαίτερα οι λιπόφιλες ενώσεις όπως το nebivolol και οι δραστικοί μεταβολίτες του, περνούν στο μητρικό γάλα αν και σε μεταβλητό βαθμό. Επομένως, ο θηλασμός δεν συνιστάται κατά τη χορήγηση nebivolol. Επιδράσεις στην ικανότητα οδήγησης και χειρισμού μηχανών: Δεν έχουν πραγματοποιηθεί μελέτες σχετικά με τις επιδράσεις στην ικανότητα οδήγησης. Φαρμακοδυναμικές μελέτες έδειξαν ότι το HYPOLOC® 5mg δεν επηρεάζει την ψυχοκινητική λειτουργία. Κατά την οδήγηση ή τον χειρισμό μηχανών θα πρέπει να λαμβάνεται υπόψη ότι μπορεί περιστασιακά να εμφανιστεί ζάλη και κόπωση. [5,562,368,593]
left-body-text: Ασθενείς με ηπατική ανεπάρκεια: Τα δεδομένα σε ασθενείς με ηπατική ανεπάρκεια ή μειωμένη ηπατική λειτουργία είναι περιορισμένα. Γι' αυτό η χρήση του HYPOLOC® 5mg σε αυτούς τους ασθενείς αντενδείκνυται. Ηλικιωμένοι: Σε ασθενείς μεγαλύτερους των 65 ετών, η συνιστώμενη αρχική δόση είναι 2.5mg την ημέρα. Αν θεωρηθεί απαραίτητο, η ημερήσια δόση μπορεί να αυξηθεί σε 5mg. Ωστόσο, λόγω της περιορισμένης εμπειρίας σε ασθενείς πάνω από 75 χρόνια, η χορήγηση πρέπει να γίνεται με προσοχή και οι ασθενείς να παρακολουθούνται στενά. [5,72,368,97]
left-body-text: Κατά τη διάρκεια της φάσης τιτλοποίησης, σε περίπτωση επιδείνωσης της καρδιακής ανεπάρκειας ή μη ανοχής, συνιστάται αρχικά η μείωση της δόσης του nebivolol ή, αν είναι απαραίτητο, η άμεση διακοπή της (σε περίπτωση σοβαρής υπότασης, επιδείνωσης της καρδιακής ανεπάρκειας με οξύ πνευμονικό οίδημα, καρδιογενούς καταπληξίας, συμπτωματικής βραδυκαρδίας ή κολποκοιλιακού αποκλεισμού). Η θεραπεία της σταθεροποιημένης χρόνιας καρδιακής ανεπάρκειας με nebivolol είναι γενικά μακροχρόνια θεραπεία. Η θεραπεία με nebivolol δεν συνιστάται να διακοπεί απότομα, καθώς αυτό μπορεί να προκαλέσει παροδική επιδείνωση της καρδιακής ανεπάρκειας. Εάν η διακοπή είναι απαραίτητη, η δόση θα πρέπει να μειώνεται σταδιακά στο μισό εβδομαδιαίως. [5,175,368,206]
left-body-text: Αντενδείξεις: Υπερευαισθησία στη δραστική ουσία ή σε κάποιο από τα έκδοχα. Ηπατική ανεπάρκεια ή μειωμένη ηπατική λειτουργία. Οξεία καρδιακή ανεπάρκεια, καρδιογενής καταπληξία ή επεισόδια μη αντιρροπούμενης καρδιακής ανεπάρκειας που απαιτούν ενδοφλέβια ινότροπη θεραπεία. Επιπλέον, όπως και με άλλους β-αδρενεργικούς αποκλειστές, το HYPOLOC® αντενδείκνυται σε: σύνδρομο νοσούντος φλεβόκομβου, συμπεριλαμβανομένου του φλεβοκομβοκολπικού αποκλεισμού, κολποκοιλιακό αποκλεισμό δεύτερου και τρίτου βαθμού (χωρίς βηματοδότη), ιστορικό βρογχόσπασμου και βρογχικού άσθματος, μη θεραπευμένο φαιοχρωμοκύττωμα, μεταβολική οξέωση, βραδυκαρδία (καρδιακή συχνότητα < 60 bpm πριν την έναρξη της θεραπείας), υπόταση (συστολική πίεση < 90 mmHg), σοβαρές διαταραχές περιφερικής κυκλοφορίας. [5,235,368,272]
right-retail-price: Λιανική τιμή: Hypoloc-plus 5 mg/12.5 mg Λ.Τ.: 7,4 € Hypoloc-plus 5 mg/25 mg Λ.Τ.: 8,8 € [380,584,589,591]
